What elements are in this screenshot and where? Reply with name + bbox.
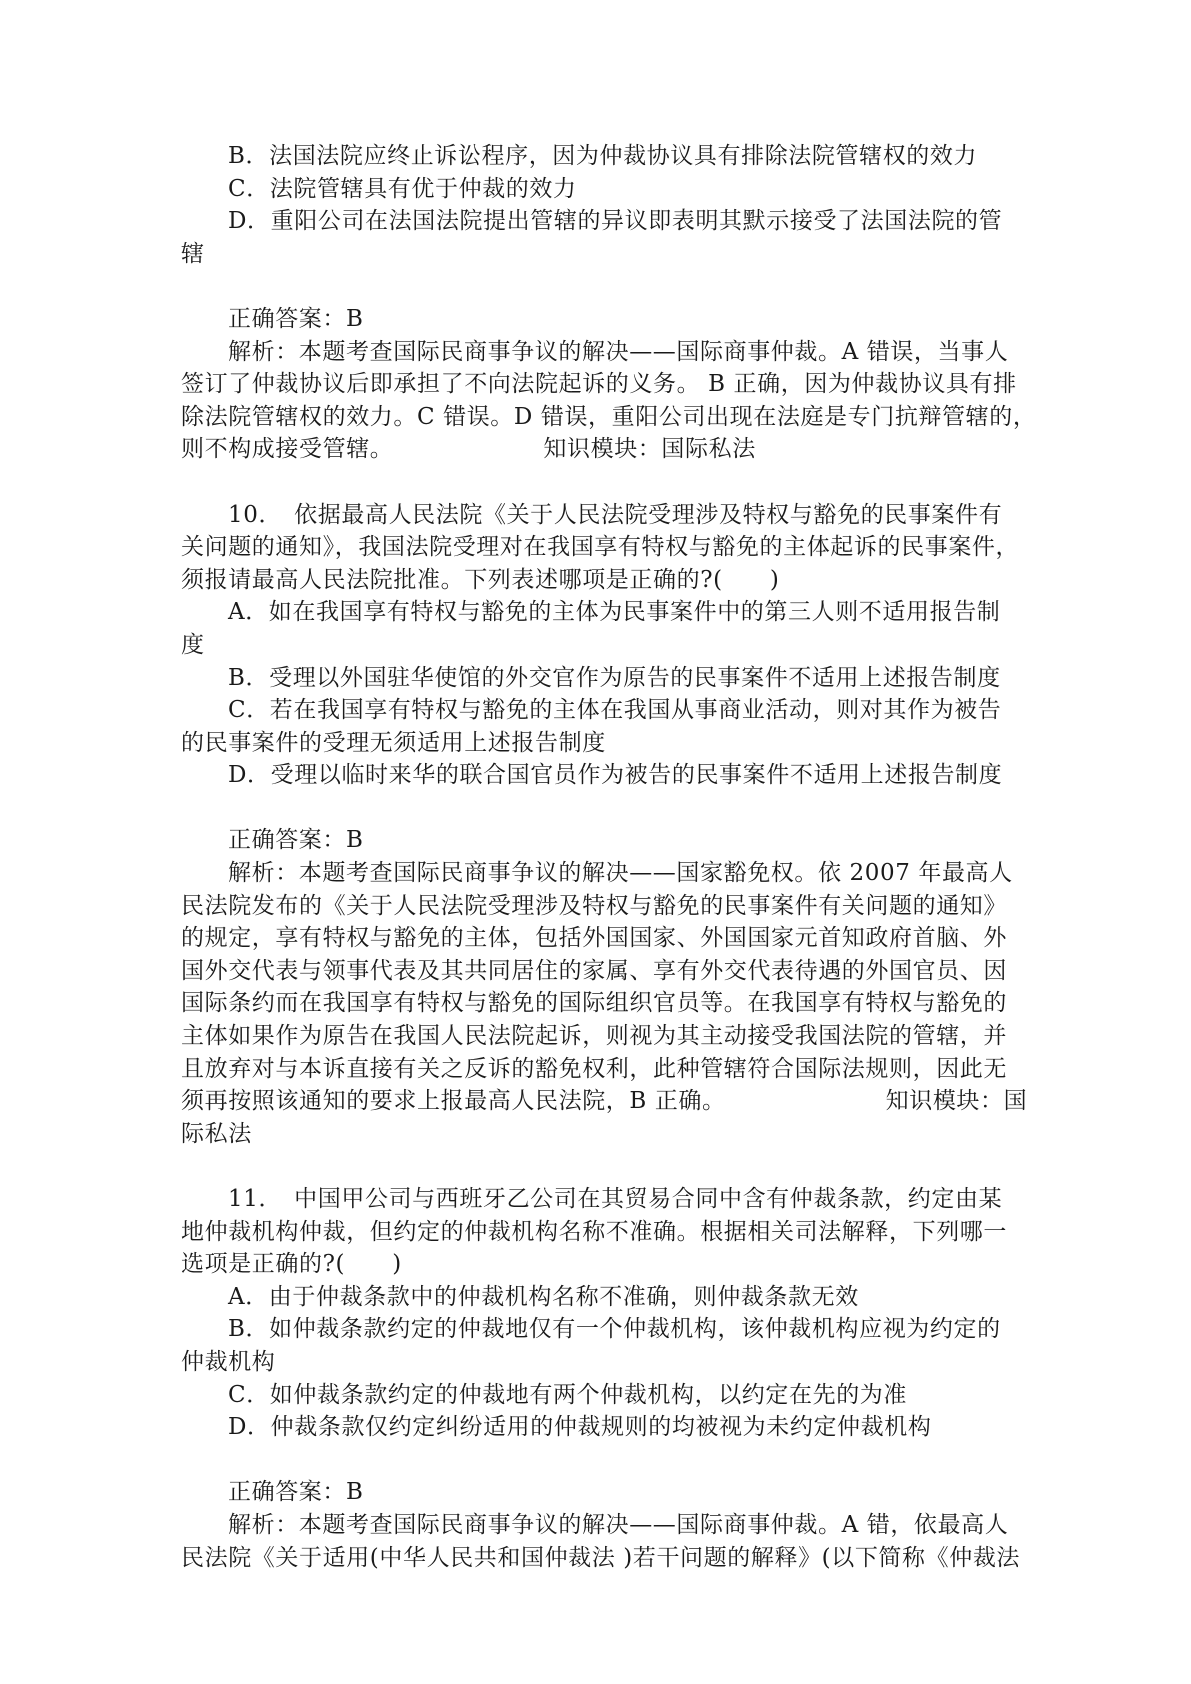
q10-option-c-cont: 的民事案件的受理无须适用上述报告制度 <box>181 729 606 756</box>
q10-question-line: 关问题的通知》，我国法院受理对在我国享有特权与豁免的主体起诉的民事案件， <box>181 534 1020 561</box>
q10-answer: 正确答案：B <box>228 827 364 854</box>
q11-analysis-line: 民法院《关于适用(中华人民共和国仲裁法 )若干问题的解释》(以下简称《仲裁法 <box>181 1544 1021 1571</box>
q10-option-c: C．若在我国享有特权与豁免的主体在我国从事商业活动，则对其作为被告 <box>228 697 1002 724</box>
q10-question-line: 须报请最高人民法院批准。下列表述哪项是正确的?( ) <box>181 566 780 593</box>
paragraph-gap <box>181 466 1011 499</box>
q11-analysis-line: 解析：本题考查国际民商事争议的解决——国际商事仲裁。A 错，依最高人 <box>228 1511 1009 1538</box>
q9-option-d-cont: 辖 <box>181 240 205 267</box>
q9-knowledge-module: 知识模块：国际私法 <box>543 436 756 463</box>
q10-option-b: B．受理以外国驻华使馆的外交官作为原告的民事案件不适用上述报告制度 <box>228 664 1001 691</box>
q11-question-line: 地仲裁机构仲裁，但约定的仲裁机构名称不准确。根据相关司法解释，下列哪一 <box>181 1218 1007 1245</box>
q11-option-b-cont: 仲裁机构 <box>181 1348 276 1375</box>
q11-option-a: A．由于仲裁条款中的仲裁机构名称不准确，则仲裁条款无效 <box>228 1283 859 1310</box>
q10-analysis-line: 解析：本题考查国际民商事争议的解决——国家豁免权。依 2007 年最高人 <box>228 860 1013 887</box>
q10-analysis-line: 主体如果作为原告在我国人民法院起诉，则视为其主动接受我国法院的管辖，并 <box>181 1023 1007 1050</box>
q9-analysis-line: 解析：本题考查国际民商事争议的解决——国际商事仲裁。A 错误，当事人 <box>228 338 1009 365</box>
q10-question-line: 10． 依据最高人民法院《关于人民法院受理涉及特权与豁免的民事案件有 <box>228 501 1003 528</box>
q10-analysis-last-line <box>181 1085 1028 1118</box>
q11-question-line: 选项是正确的?( ) <box>181 1251 402 1278</box>
q9-option-c: C．法院管辖具有优于仲裁的效力 <box>228 175 577 202</box>
q9-option-b: B．法国法院应终止诉讼程序，因为仲裁协议具有排除法院管辖权的效力 <box>228 143 978 169</box>
q11-answer: 正确答案：B <box>228 1479 364 1506</box>
document-body <box>181 140 1037 1574</box>
q10-analysis-text: 须再按照该通知的要求上报最高人民法院，B 正确。 <box>181 1088 726 1115</box>
q10-analysis-line: 且放弃对与本诉直接有关之反诉的豁免权利，此种管辖符合国际法规则，因此无 <box>181 1055 1007 1082</box>
q10-knowledge-module-cont: 际私法 <box>181 1120 252 1147</box>
paragraph-gap <box>181 1444 1011 1477</box>
q9-analysis-last-line <box>181 433 1011 466</box>
q9-option-d: D．重阳公司在法国法院提出管辖的异议即表明其默示接受了法国法院的管 <box>228 208 1003 235</box>
q9-answer: 正确答案：B <box>228 305 364 332</box>
paragraph-gap <box>181 270 1011 303</box>
q9-analysis-text: 则不构成接受管辖。 <box>181 436 394 463</box>
q10-analysis-line: 国外交代表与领事代表及其共同居住的家属、享有外交代表待遇的外国官员、因 <box>181 957 1007 984</box>
q11-question-line: 11． 中国甲公司与西班牙乙公司在其贸易合同中含有仲裁条款，约定由某 <box>228 1186 1003 1212</box>
q10-analysis-line: 国际条约而在我国享有特权与豁免的国际组织官员等。在我国享有特权与豁免的 <box>181 990 1007 1017</box>
q10-option-d: D．受理以临时来华的联合国官员作为被告的民事案件不适用上述报告制度 <box>228 762 1003 789</box>
q9-analysis-line: 签订了仲裁协议后即承担了不向法院起诉的义务。 B 正确，因为仲裁协议具有排 <box>181 371 1017 398</box>
q11-option-d: D．仲裁条款仅约定纠纷适用的仲裁规则的均被视为未约定仲裁机构 <box>228 1414 932 1441</box>
q10-option-a-cont: 度 <box>181 631 205 658</box>
q9-analysis-line: 除法院管辖权的效力。C 错误。D 错误，重阳公司出现在法庭是专门抗辩管辖的， <box>181 403 1037 430</box>
paragraph-gap <box>181 1150 1011 1183</box>
q10-analysis-line: 民法院发布的《关于人民法院受理涉及特权与豁免的民事案件有关问题的通知》 <box>181 892 1007 919</box>
q10-knowledge-module: 知识模块：国 <box>885 1088 1028 1115</box>
q10-analysis-line: 的规定，享有特权与豁免的主体，包括外国国家、外国国家元首知政府首脑、外 <box>181 925 1007 952</box>
paragraph-gap <box>181 792 1011 825</box>
q10-option-a: A．如在我国享有特权与豁免的主体为民事案件中的第三人则不适用报告制 <box>228 599 1001 626</box>
q11-option-c: C．如仲裁条款约定的仲裁地有两个仲裁机构，以约定在先的为准 <box>228 1381 907 1408</box>
q11-option-b: B．如仲裁条款约定的仲裁地仅有一个仲裁机构，该仲裁机构应视为约定的 <box>228 1316 1001 1343</box>
